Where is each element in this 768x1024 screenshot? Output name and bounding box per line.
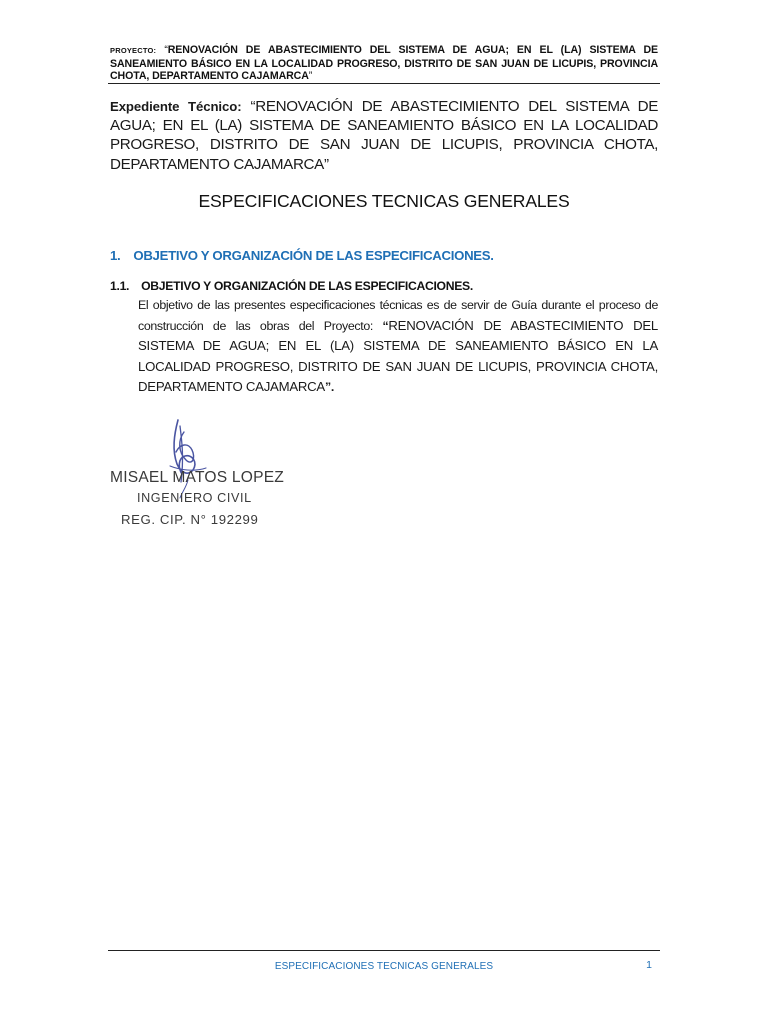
header-project-label: PROYECTO: — [110, 46, 157, 55]
header-project-text: RENOVACIÓN DE ABASTECIMIENTO DEL SISTEMA DE AGUA; EN EL (LA) SISTEMA DE SANEAMIENTO BÁSICO EN LA LOCALIDAD PROGRESO, DISTRITO DE SAN JUAN DE LICUPIS, PROVINCIA CHOTA, DEPARTAMENTO CAJAMARCA — [110, 44, 659, 83]
running-header — [110, 44, 658, 83]
expediente-text: “RENOVACIÓN DE ABASTECIMIENTO DEL SISTEMA DE AGUA; EN EL (LA) SISTEMA DE SANEAMIENTO BÁSICO EN LA LOCALIDAD PROGRESO, DISTRITO DE SAN JUAN DE LICUPIS, PROVINCIA CHOTA, DEPARTAMENTO CAJAMARCA” — [110, 98, 658, 173]
header-rule — [108, 83, 660, 84]
stamp-registration: REG. CIP. N° 192299 — [121, 512, 259, 527]
section-1-number: 1. — [110, 248, 121, 263]
expediente-label: Expediente Técnico: — [110, 99, 242, 114]
paragraph-intro: El objetivo de las presentes especificaciones técnicas es de servir de Guía durante el proceso de construcción de las obras del Proyecto: — [138, 298, 658, 333]
section-1-title: OBJETIVO Y ORGANIZACIÓN DE LAS ESPECIFICACIONES. — [133, 248, 494, 263]
header-close-quote: ” — [308, 70, 313, 83]
stamp-name: MISAEL MATOS LOPEZ — [110, 469, 285, 486]
footer-rule — [108, 950, 660, 951]
stamp-title: INGENIERO CIVIL — [137, 491, 252, 505]
section-1-heading — [110, 248, 658, 263]
paragraph-project-name: RENOVACIÓN DE ABASTECIMIENTO DEL SISTEMA DE AGUA; EN EL (LA) SISTEMA DE SANEAMIENTO BÁSICO EN LA LOCALIDAD PROGRESO, DISTRITO DE SAN JUAN DE LICUPIS, PROVINCIA CHOTA, DEPARTAMENTO CAJAMARCA — [138, 317, 658, 395]
main-title: ESPECIFICACIONES TECNICAS GENERALES — [198, 191, 570, 211]
footer-title: ESPECIFICACIONES TECNICAS GENERALES — [274, 961, 494, 972]
header-open-quote: “ — [164, 44, 168, 56]
page-number: 1 — [646, 959, 652, 971]
expediente-tecnico — [110, 97, 658, 174]
paragraph-open-quote: “ — [382, 318, 389, 333]
paragraph-close-quote: ”. — [324, 380, 334, 395]
signature-stamp — [108, 380, 294, 540]
section-1-1-title: OBJETIVO Y ORGANIZACIÓN DE LAS ESPECIFICACIONES. — [141, 279, 473, 293]
section-1-1-number: 1.1. — [110, 279, 130, 293]
section-1-1-heading — [110, 279, 658, 293]
